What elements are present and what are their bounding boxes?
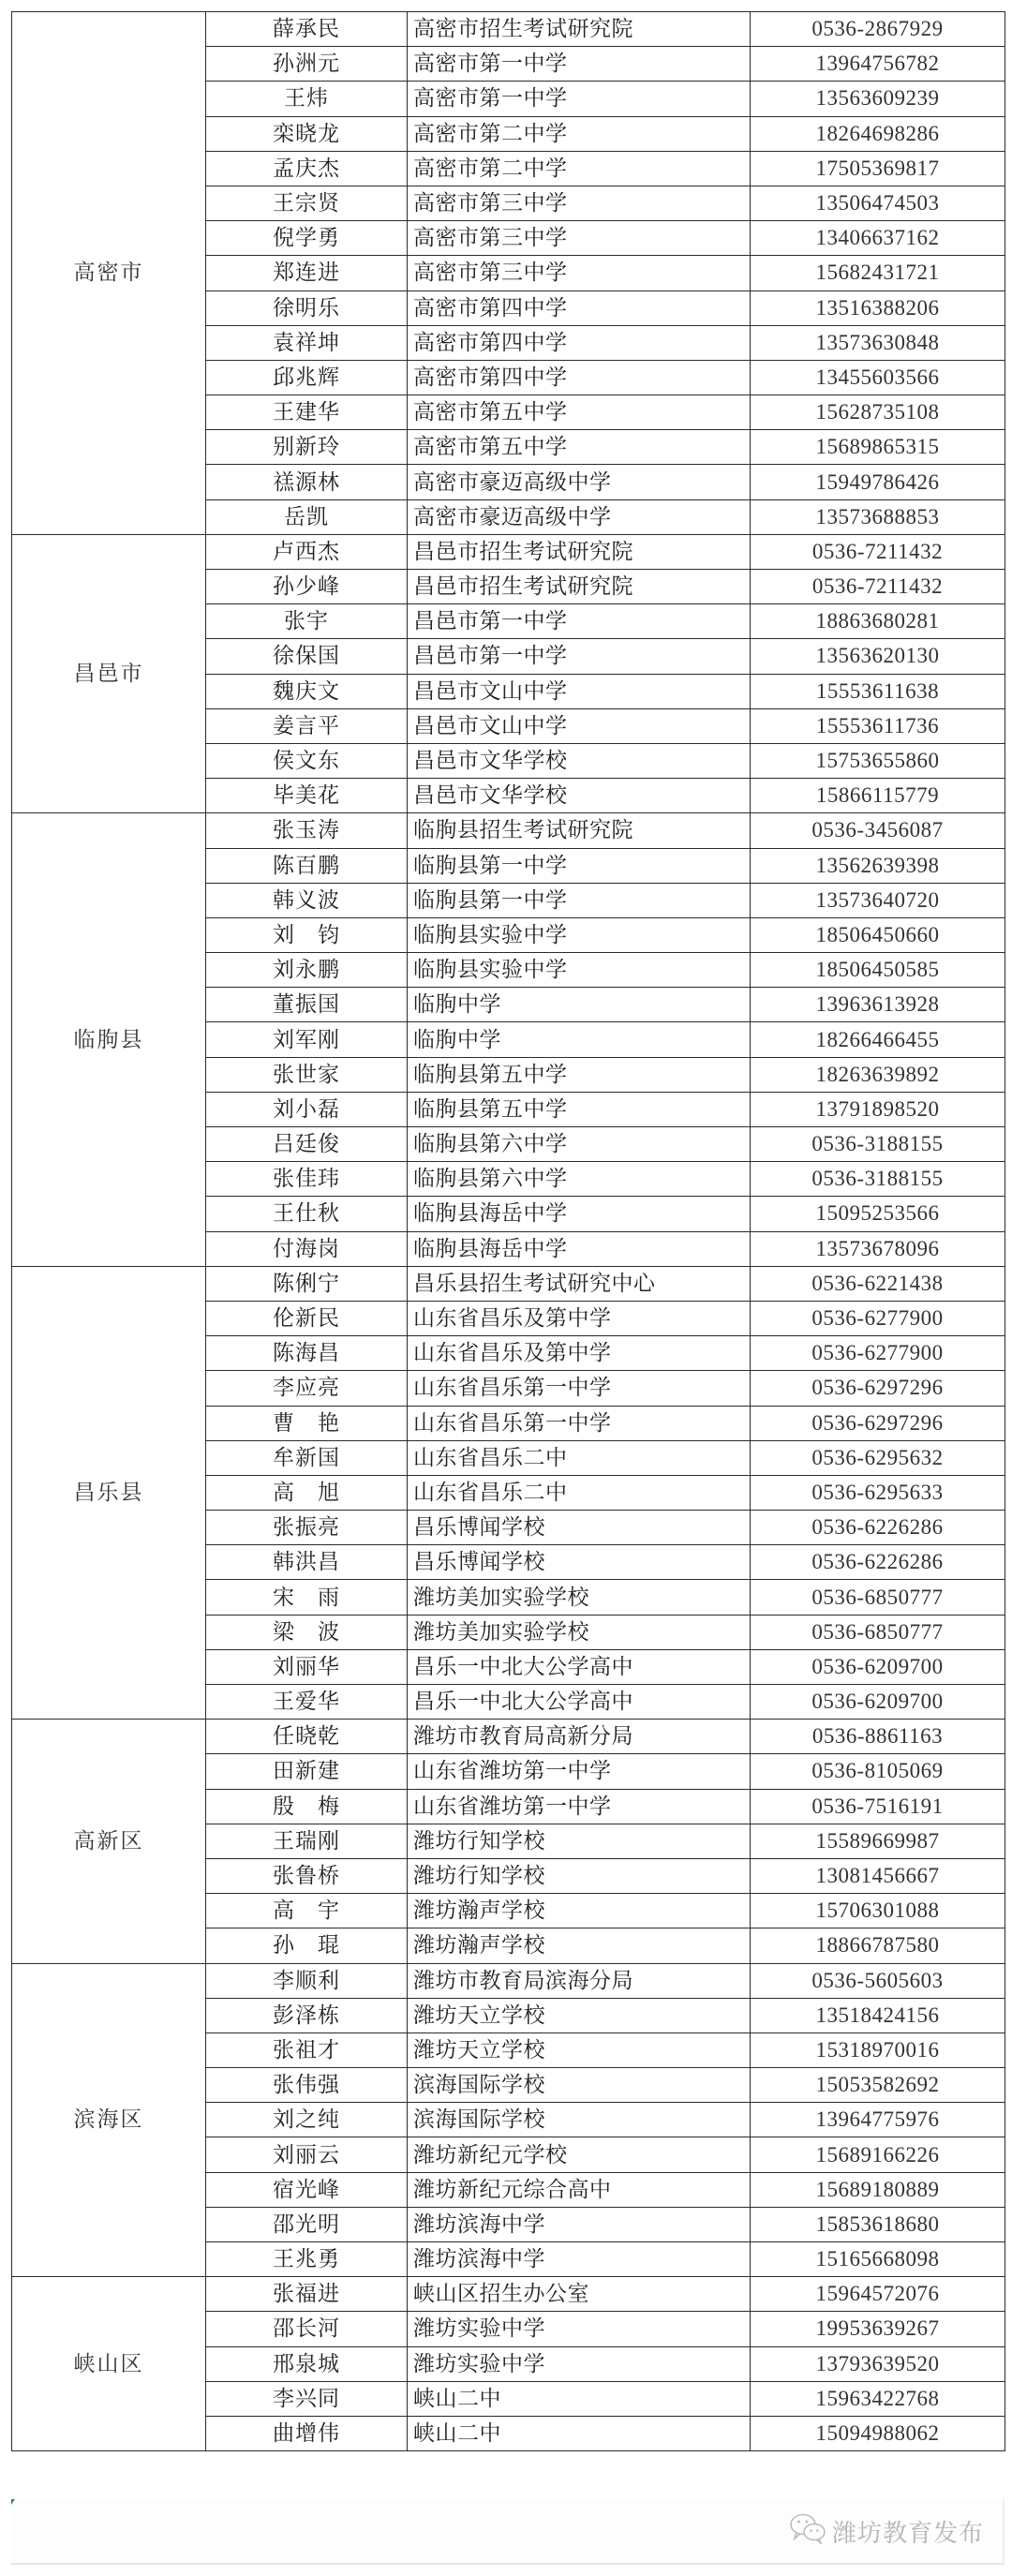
phone-cell: 13406637162 [751,221,1005,256]
name-cell: 宋 雨 [206,1580,408,1615]
name-cell: 毕美花 [206,779,408,813]
phone-cell: 0536-6221438 [751,1266,1005,1301]
name-cell: 徐保国 [206,639,408,674]
organization-cell: 昌乐博闻学校 [408,1511,751,1545]
organization-cell: 临朐中学 [408,988,751,1022]
phone-cell: 0536-7516191 [751,1789,1005,1824]
watermark [789,2512,984,2551]
phone-cell: 13516388206 [751,290,1005,325]
name-cell: 李顺利 [206,1963,408,1998]
phone-cell: 0536-2867929 [751,12,1005,47]
name-cell: 王瑞刚 [206,1824,408,1858]
phone-cell: 0536-3188155 [751,1127,1005,1162]
phone-cell: 13081456667 [751,1858,1005,1893]
phone-cell: 0536-6295633 [751,1475,1005,1510]
phone-cell: 15753655860 [751,743,1005,778]
district-cell: 高新区 [12,1720,206,1963]
name-cell: 韩洪昌 [206,1545,408,1580]
name-cell: 李应亮 [206,1371,408,1406]
organization-cell: 临朐县第一中学 [408,848,751,883]
organization-cell: 潍坊市教育局滨海分局 [408,1963,751,1998]
name-cell: 宿光峰 [206,2172,408,2207]
name-cell: 伦新民 [206,1301,408,1335]
phone-cell: 15553611736 [751,708,1005,743]
organization-cell: 临朐县招生考试研究院 [408,813,751,848]
phone-cell: 0536-6850777 [751,1580,1005,1615]
organization-cell: 潍坊实验中学 [408,2312,751,2346]
name-cell: 刘之纯 [206,2103,408,2137]
name-cell: 王建华 [206,395,408,430]
organization-cell: 峡山二中 [408,2381,751,2416]
district-cell: 峡山区 [12,2277,206,2451]
name-cell: 张福进 [206,2277,408,2312]
organization-cell: 昌邑市第一中学 [408,604,751,639]
district-cell: 高密市 [12,12,206,535]
phone-cell: 13562639398 [751,848,1005,883]
organization-cell: 昌邑市招生考试研究院 [408,570,751,604]
organization-cell: 潍坊新纪元学校 [408,2137,751,2172]
phone-cell: 13563609239 [751,82,1005,116]
organization-cell: 山东省昌乐第一中学 [408,1406,751,1440]
phone-cell: 0536-6226286 [751,1545,1005,1580]
organization-cell: 临朐县第六中学 [408,1162,751,1197]
phone-cell: 13964775976 [751,2103,1005,2137]
phone-cell: 15706301088 [751,1894,1005,1928]
phone-cell: 15689865315 [751,430,1005,465]
organization-cell: 高密市第五中学 [408,430,751,465]
phone-cell: 13573630848 [751,325,1005,360]
organization-cell: 峡山二中 [408,2416,751,2450]
name-cell: 侯文东 [206,743,408,778]
phone-cell: 0536-6297296 [751,1406,1005,1440]
organization-cell: 临朐县海岳中学 [408,1197,751,1231]
corner-marker [11,2499,15,2505]
organization-cell: 昌邑市招生考试研究院 [408,534,751,569]
organization-cell: 山东省潍坊第一中学 [408,1789,751,1824]
name-cell: 倪学勇 [206,221,408,256]
organization-cell: 潍坊滨海中学 [408,2242,751,2277]
name-cell: 高 旭 [206,1475,408,1510]
organization-cell: 高密市第四中学 [408,325,751,360]
name-cell: 李兴同 [206,2381,408,2416]
phone-cell: 15553611638 [751,674,1005,708]
organization-cell: 潍坊新纪元综合高中 [408,2172,751,2207]
phone-cell: 15053582692 [751,2068,1005,2103]
organization-cell: 高密市招生考试研究院 [408,12,751,47]
name-cell: 郑连进 [206,256,408,290]
contact-table-body [12,12,1005,2451]
phone-cell: 18506450660 [751,917,1005,952]
phone-cell: 0536-6209700 [751,1649,1005,1684]
organization-cell: 高密市第四中学 [408,360,751,395]
organization-cell: 滨海国际学校 [408,2103,751,2137]
organization-cell: 高密市豪迈高级中学 [408,465,751,499]
name-cell: 高 宇 [206,1894,408,1928]
name-cell: 张世家 [206,1057,408,1092]
organization-cell: 高密市第三中学 [408,221,751,256]
organization-cell: 临朐中学 [408,1022,751,1057]
organization-cell: 昌邑市文山中学 [408,708,751,743]
phone-cell: 15689180889 [751,2172,1005,2207]
organization-cell: 昌邑市文华学校 [408,743,751,778]
district-cell: 昌乐县 [12,1266,206,1719]
phone-cell: 13518424156 [751,1998,1005,2033]
name-cell: 刘小磊 [206,1092,408,1126]
phone-cell: 13791898520 [751,1092,1005,1126]
name-cell: 栾晓龙 [206,116,408,151]
organization-cell: 临朐县第五中学 [408,1092,751,1126]
organization-cell: 昌邑市第一中学 [408,639,751,674]
phone-cell: 0536-6277900 [751,1301,1005,1335]
phone-cell: 13793639520 [751,2346,1005,2381]
organization-cell: 高密市第四中学 [408,290,751,325]
organization-cell: 昌乐一中北大公学高中 [408,1685,751,1720]
name-cell: 薛承民 [206,12,408,47]
organization-cell: 山东省潍坊第一中学 [408,1754,751,1789]
phone-cell: 13573640720 [751,883,1005,917]
phone-cell: 13964756782 [751,47,1005,82]
phone-cell: 13455603566 [751,360,1005,395]
phone-cell: 0536-6295632 [751,1440,1005,1475]
organization-cell: 昌乐博闻学校 [408,1545,751,1580]
table-row [12,1266,1005,1301]
contact-table-container [11,11,1005,2451]
phone-cell: 13506474503 [751,186,1005,220]
district-cell: 滨海区 [12,1963,206,2277]
phone-cell: 15963422768 [751,2381,1005,2416]
organization-cell: 潍坊实验中学 [408,2346,751,2381]
phone-cell: 0536-6209700 [751,1685,1005,1720]
phone-cell: 0536-3456087 [751,813,1005,848]
phone-cell: 18863680281 [751,604,1005,639]
table-row [12,1720,1005,1754]
phone-cell: 15964572076 [751,2277,1005,2312]
name-cell: 张振亮 [206,1511,408,1545]
phone-cell: 0536-7211432 [751,534,1005,569]
organization-cell: 山东省昌乐及第中学 [408,1336,751,1371]
name-cell: 张玉涛 [206,813,408,848]
organization-cell: 潍坊行知学校 [408,1824,751,1858]
phone-cell: 15318970016 [751,2033,1005,2067]
name-cell: 牟新国 [206,1440,408,1475]
name-cell: 彭泽栋 [206,1998,408,2033]
organization-cell: 潍坊瀚声学校 [408,1894,751,1928]
name-cell: 陈海昌 [206,1336,408,1371]
organization-cell: 潍坊天立学校 [408,2033,751,2067]
name-cell: 刘丽华 [206,1649,408,1684]
phone-cell: 0536-6226286 [751,1511,1005,1545]
phone-cell: 15866115779 [751,779,1005,813]
phone-cell: 15095253566 [751,1197,1005,1231]
phone-cell: 15853618680 [751,2207,1005,2241]
name-cell: 魏庆文 [206,674,408,708]
name-cell: 袁祥坤 [206,325,408,360]
name-cell: 殷 梅 [206,1789,408,1824]
name-cell: 孙洲元 [206,47,408,82]
name-cell: 禚源林 [206,465,408,499]
name-cell: 张佳玮 [206,1162,408,1197]
organization-cell: 临朐县海岳中学 [408,1231,751,1266]
organization-cell: 高密市第五中学 [408,395,751,430]
name-cell: 邵长河 [206,2312,408,2346]
phone-cell: 15589669987 [751,1824,1005,1858]
district-cell: 昌邑市 [12,534,206,813]
name-cell: 孙少峰 [206,570,408,604]
phone-cell: 18263639892 [751,1057,1005,1092]
organization-cell: 峡山区招生办公室 [408,2277,751,2312]
name-cell: 吕廷俊 [206,1127,408,1162]
phone-cell: 0536-7211432 [751,570,1005,604]
phone-cell: 13573678096 [751,1231,1005,1266]
organization-cell: 昌邑市文华学校 [408,779,751,813]
organization-cell: 临朐县实验中学 [408,917,751,952]
organization-cell: 高密市第二中学 [408,151,751,186]
organization-cell: 高密市豪迈高级中学 [408,499,751,534]
phone-cell: 0536-6850777 [751,1615,1005,1649]
name-cell: 曲增伟 [206,2416,408,2450]
organization-cell: 山东省昌乐第一中学 [408,1371,751,1406]
organization-cell: 潍坊美加实验学校 [408,1615,751,1649]
name-cell: 姜言平 [206,708,408,743]
name-cell: 张祖才 [206,2033,408,2067]
phone-cell: 15949786426 [751,465,1005,499]
organization-cell: 临朐县第一中学 [408,883,751,917]
organization-cell: 潍坊天立学校 [408,1998,751,2033]
organization-cell: 潍坊瀚声学校 [408,1928,751,1963]
organization-cell: 高密市第三中学 [408,186,751,220]
phone-cell: 15094988062 [751,2416,1005,2450]
name-cell: 张鲁桥 [206,1858,408,1893]
organization-cell: 潍坊市教育局高新分局 [408,1720,751,1754]
organization-cell: 潍坊滨海中学 [408,2207,751,2241]
organization-cell: 昌乐县招生考试研究中心 [408,1266,751,1301]
name-cell: 邱兆辉 [206,360,408,395]
organization-cell: 临朐县第五中学 [408,1057,751,1092]
name-cell: 刘丽云 [206,2137,408,2172]
phone-cell: 0536-8861163 [751,1720,1005,1754]
footer-bar [11,2499,1005,2565]
name-cell: 陈俐宁 [206,1266,408,1301]
name-cell: 张伟强 [206,2068,408,2103]
name-cell: 王宗贤 [206,186,408,220]
organization-cell: 山东省昌乐二中 [408,1475,751,1510]
name-cell: 孟庆杰 [206,151,408,186]
phone-cell: 15165668098 [751,2242,1005,2277]
phone-cell: 18866787580 [751,1928,1005,1963]
phone-cell: 15682431721 [751,256,1005,290]
organization-cell: 昌乐一中北大公学高中 [408,1649,751,1684]
phone-cell: 15628735108 [751,395,1005,430]
name-cell: 王炜 [206,82,408,116]
phone-cell: 0536-8105069 [751,1754,1005,1789]
name-cell: 别新玲 [206,430,408,465]
organization-cell: 山东省昌乐及第中学 [408,1301,751,1335]
name-cell: 刘军刚 [206,1022,408,1057]
wechat-icon [789,2512,826,2551]
name-cell: 梁 波 [206,1615,408,1649]
table-row [12,12,1005,47]
phone-cell: 18264698286 [751,116,1005,151]
name-cell: 王仕秋 [206,1197,408,1231]
name-cell: 王兆勇 [206,2242,408,2277]
name-cell: 刘永鹏 [206,953,408,988]
phone-cell: 0536-6297296 [751,1371,1005,1406]
name-cell: 董振国 [206,988,408,1022]
table-row [12,1963,1005,1998]
organization-cell: 潍坊美加实验学校 [408,1580,751,1615]
name-cell: 曹 艳 [206,1406,408,1440]
phone-cell: 13573688853 [751,499,1005,534]
name-cell: 田新建 [206,1754,408,1789]
name-cell: 陈百鹏 [206,848,408,883]
phone-cell: 18266466455 [751,1022,1005,1057]
phone-cell: 0536-6277900 [751,1336,1005,1371]
name-cell: 邢泉城 [206,2346,408,2381]
organization-cell: 滨海国际学校 [408,2068,751,2103]
organization-cell: 临朐县实验中学 [408,953,751,988]
organization-cell: 高密市第二中学 [408,116,751,151]
name-cell: 韩义波 [206,883,408,917]
phone-cell: 17505369817 [751,151,1005,186]
name-cell: 付海岗 [206,1231,408,1266]
table-row [12,813,1005,848]
organization-cell: 潍坊行知学校 [408,1858,751,1893]
name-cell: 卢西杰 [206,534,408,569]
name-cell: 孙 琨 [206,1928,408,1963]
phone-cell: 19953639267 [751,2312,1005,2346]
table-row [12,2277,1005,2312]
phone-cell: 18506450585 [751,953,1005,988]
watermark-text: 潍坊教育发布 [831,2520,984,2548]
name-cell: 邵光明 [206,2207,408,2241]
name-cell: 刘 钧 [206,917,408,952]
phone-cell: 13563620130 [751,639,1005,674]
phone-cell: 0536-3188155 [751,1162,1005,1197]
contact-table [11,11,1005,2451]
organization-cell: 高密市第三中学 [408,256,751,290]
table-row [12,534,1005,569]
organization-cell: 山东省昌乐二中 [408,1440,751,1475]
organization-cell: 昌邑市文山中学 [408,674,751,708]
phone-cell: 0536-5605603 [751,1963,1005,1998]
phone-cell: 13963613928 [751,988,1005,1022]
organization-cell: 高密市第一中学 [408,47,751,82]
district-cell: 临朐县 [12,813,206,1266]
name-cell: 岳凯 [206,499,408,534]
name-cell: 王爱华 [206,1685,408,1720]
phone-cell: 15689166226 [751,2137,1005,2172]
name-cell: 任晓乾 [206,1720,408,1754]
organization-cell: 临朐县第六中学 [408,1127,751,1162]
name-cell: 张宇 [206,604,408,639]
name-cell: 徐明乐 [206,290,408,325]
organization-cell: 高密市第一中学 [408,82,751,116]
